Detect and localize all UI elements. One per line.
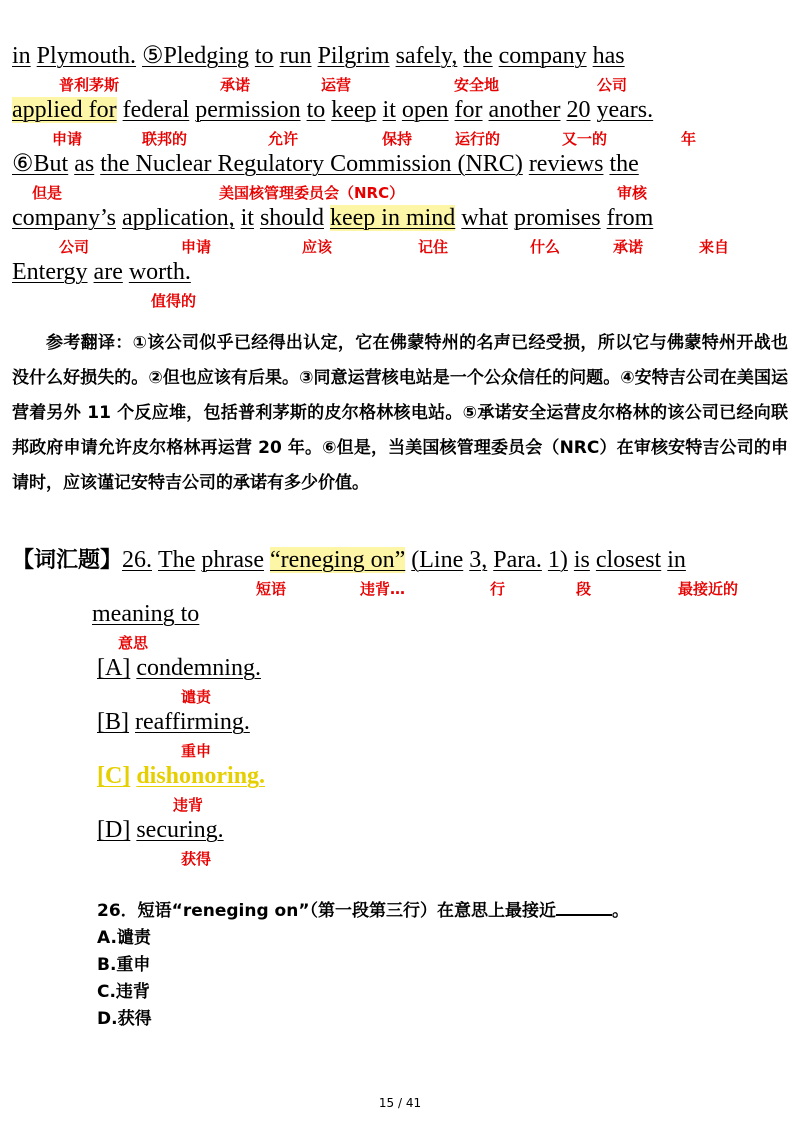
word: application, [121, 205, 235, 231]
gloss: 申请 [52, 130, 83, 148]
word: it [382, 97, 396, 123]
word: safely, [395, 43, 458, 69]
passage-line-2 [12, 96, 653, 124]
gloss: 承诺 [613, 238, 644, 256]
gloss: 年 [681, 130, 697, 148]
gloss: 但是 [32, 184, 63, 202]
word: what [461, 205, 508, 231]
option-text: condemning. [136, 655, 261, 681]
option-text: securing. [136, 817, 224, 843]
option-label: [A] [97, 655, 131, 681]
word: to [254, 43, 274, 69]
word: ⑤Pledging [142, 43, 249, 69]
option-text: dishonoring. [136, 763, 266, 789]
option-a[interactable] [97, 654, 261, 682]
chinese-option: D.获得 [97, 1009, 152, 1029]
word: the Nuclear Regulatory Commission (NRC) [100, 151, 523, 177]
word: Plymouth. [36, 43, 137, 69]
chinese-option: A.谴责 [97, 928, 151, 948]
gloss: 违背… [360, 580, 406, 598]
option-b[interactable] [97, 708, 250, 736]
answer-blank [556, 898, 612, 916]
word: Entergy [12, 259, 88, 285]
page-number: 15 / 41 [378, 1096, 422, 1110]
word: from [606, 205, 654, 231]
option-c-correct[interactable] [97, 762, 265, 790]
gloss: 又一的 [562, 130, 608, 148]
word: should [259, 205, 324, 231]
word: company [498, 43, 587, 69]
word: the [463, 43, 493, 69]
passage-line-1 [12, 42, 625, 70]
word: promises [513, 205, 601, 231]
gloss: 运行的 [455, 130, 501, 148]
word: Pilgrim [317, 43, 390, 69]
gloss: 段 [576, 580, 592, 598]
chinese-option: C.违背 [97, 982, 150, 1002]
word: to [306, 97, 326, 123]
word: as [74, 151, 95, 177]
highlighted-phrase: keep in mind [329, 205, 456, 231]
word: (Line [411, 547, 464, 573]
gloss: 运营 [321, 76, 352, 94]
gloss: 短语 [256, 580, 287, 598]
chinese-question-stem: 26．短语“reneging on”（第一段第三行）在意思上最接近 。 [97, 898, 629, 925]
gloss: 允许 [268, 130, 299, 148]
passage-line-3 [12, 150, 639, 178]
word: worth. [128, 259, 191, 285]
gloss: 行 [490, 580, 506, 598]
gloss: 审核 [617, 184, 648, 202]
word: 1) [547, 547, 568, 573]
question-line-2 [92, 600, 199, 628]
option-d[interactable] [97, 816, 224, 844]
option-gloss: 谴责 [181, 688, 212, 706]
gloss: 普利茅斯 [59, 76, 120, 94]
word: Para. [493, 547, 542, 573]
question-line-1 [12, 546, 686, 575]
word: phrase [201, 547, 264, 573]
word: another [488, 97, 561, 123]
word: permission [195, 97, 301, 123]
option-text: reaffirming. [135, 709, 250, 735]
word: federal [122, 97, 190, 123]
chinese-question [97, 898, 629, 1033]
option-gloss: 获得 [181, 850, 212, 868]
word: keep [331, 97, 377, 123]
gloss: 联邦的 [142, 130, 188, 148]
word: years. [596, 97, 654, 123]
gloss: 公司 [59, 238, 90, 256]
gloss: 应该 [302, 238, 333, 256]
word: are [93, 259, 123, 285]
word: in [12, 43, 31, 69]
word: it [240, 205, 254, 231]
chinese-option: B.重申 [97, 955, 151, 975]
gloss: 保持 [382, 130, 413, 148]
option-label: [B] [97, 709, 129, 735]
word: for [454, 97, 483, 123]
word: 20 [566, 97, 591, 123]
gloss: 来自 [699, 238, 730, 256]
word: meaning to [92, 601, 200, 627]
gloss: 承诺 [220, 76, 251, 94]
highlighted-phrase: “reneging on” [269, 547, 406, 573]
gloss: 公司 [597, 76, 628, 94]
word: is [573, 547, 590, 573]
word: company’s [12, 205, 116, 231]
gloss: 申请 [181, 238, 212, 256]
word: 26. [122, 547, 153, 573]
gloss: 记住 [418, 238, 449, 256]
gloss: 什么 [530, 238, 561, 256]
word: has [592, 43, 625, 69]
highlighted-phrase: applied for [12, 97, 117, 123]
question-tag: 【词汇题】 [12, 548, 123, 573]
word: closest [595, 547, 662, 573]
word: 3, [469, 547, 488, 573]
word: in [667, 547, 686, 573]
reference-translation: 参考翻译：①该公司似乎已经得出认定，它在佛蒙特州的名声已经受损，所以它与佛蒙特州开战也没什么好损失的。②但也应该有后果。③同意运营核电站是一个公众信任的问题。④安特吉公司在美国运营着另外 11 个反应堆，包括普利茅斯的皮尔格林核电站。⑤承诺安全运营皮尔格林的该公司已经向联邦政府申请允许皮尔格林再运营 20 年。⑥但是，当美国核管理委员会（NRC）在审核安特吉公司的申请时，应该谨记安特吉公司的承诺有多少价值。 [12, 333, 788, 493]
gloss: 意思 [118, 634, 149, 652]
passage-line-4 [12, 204, 653, 232]
option-label: [C] [97, 763, 131, 789]
passage-line-5 [12, 258, 191, 286]
gloss: 美国核管理委员会（NRC） [219, 184, 405, 202]
gloss: 值得的 [151, 292, 197, 310]
word: run [279, 43, 312, 69]
word: open [401, 97, 449, 123]
option-gloss: 重申 [181, 742, 212, 760]
option-label: [D] [97, 817, 131, 843]
gloss: 最接近的 [678, 580, 739, 598]
gloss: 安全地 [454, 76, 500, 94]
word: ⑥But [12, 151, 69, 177]
word: the [609, 151, 639, 177]
option-gloss: 违背 [173, 796, 204, 814]
word: reviews [528, 151, 604, 177]
word: The [158, 547, 196, 573]
